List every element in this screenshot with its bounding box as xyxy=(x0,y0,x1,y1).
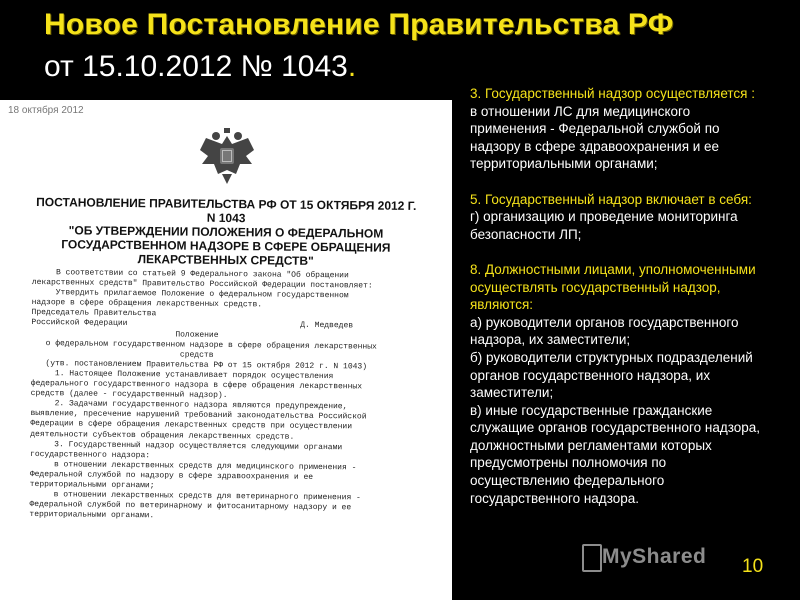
document-line: Федерации в сфере обращения лекарственных средств при осуществлении xyxy=(30,419,353,432)
document-line: (утв. постановлением Правительства РФ от 15 октября 2012 г. N 1043) xyxy=(30,358,368,372)
spacer xyxy=(470,243,760,261)
document-line: в отношении лекарственных средств для медицинского применения - xyxy=(29,459,357,473)
document-line: Российской Федерации Д. Медведев xyxy=(31,318,354,331)
slide-number: 10 xyxy=(742,556,764,577)
document-line: территориальными органами. xyxy=(29,510,155,521)
spacer xyxy=(470,173,760,191)
document-line: о федеральном государственном надзоре в сфере обращения лекарственных xyxy=(31,338,377,352)
document-heading-line: "ОБ УТВЕРЖДЕНИИ ПОЛОЖЕНИЯ О ФЕДЕРАЛЬНОМ xyxy=(68,223,384,241)
slide-subtitle xyxy=(44,50,356,84)
document-line: выявление, пресечение нарушений требований законодательства Российской xyxy=(30,409,367,422)
paragraph-3-text: в отношении ЛС для медицинского применения - Федеральной службой по надзору в сфере здравоохранения и ее территориальными органами; xyxy=(470,103,720,172)
document-heading xyxy=(32,195,421,269)
document-line: федерального государственного надзора в сфере обращения лекарственных xyxy=(30,379,363,392)
document-line: в отношении лекарственных средств для ветеринарного применения - xyxy=(29,490,361,503)
myshared-logo-icon xyxy=(582,544,602,572)
regulation-summary xyxy=(470,85,760,507)
document-line: государственного надзора: xyxy=(30,449,151,460)
document-scan xyxy=(0,100,452,600)
document-line: 3. Государственный надзор осуществляется следующими органами xyxy=(30,439,343,452)
document-line: 1. Настоящее Положение устанавливает порядок осуществления xyxy=(30,368,334,382)
document-line: деятельности субъектов обращения лекарственных средств. xyxy=(30,429,295,442)
document-line: 2. Задачами государственного надзора являются предупреждение, xyxy=(30,399,348,412)
subtitle-dot: . xyxy=(347,50,357,83)
document-heading-line: ГОСУДАРСТВЕННОМ НАДЗОРЕ В СФЕРЕ ОБРАЩЕНИЯ xyxy=(61,237,391,255)
paragraph-8-title: 8. Должностными лицами, уполномоченными осуществлять государственный надзор, являются: xyxy=(470,261,756,313)
paragraph-3-title: 3. Государственный надзор осуществляется : xyxy=(470,86,755,101)
document-line: территориальными органами; xyxy=(29,479,155,491)
document-line: Утвердить прилагаемое Положение о федеральном государственном xyxy=(31,288,349,301)
document-line: В соответствии со статьей 9 Федерального закона "Об обращении xyxy=(31,268,349,281)
document-line: средств (далее - государственный надзор). xyxy=(30,389,228,401)
slide-title: Новое Постановление Правительства РФ xyxy=(44,8,674,41)
document-line: Федеральной службой по надзору в сфере здравоохранения и ее xyxy=(29,469,314,482)
document-date: 18 октября 2012 xyxy=(8,105,84,116)
document-heading-line: ЛЕКАРСТВЕННЫХ СРЕДСТВ" xyxy=(137,252,314,268)
document-line: Положение xyxy=(31,328,219,340)
document-line: надзоре в сфере обращения лекарственных средств. xyxy=(31,298,263,310)
document-heading-line: ПОСТАНОВЛЕНИЕ ПРАВИТЕЛЬСТВА РФ ОТ 15 ОКТЯБРЯ 2012 Г. N 1043 xyxy=(36,195,417,226)
watermark: MyShared xyxy=(602,545,707,568)
document-line: лекарственных средств" Правительство Российской Федерации постановляет: xyxy=(31,278,373,291)
document-line: средств xyxy=(31,348,214,360)
paragraph-8-item-c: в) иные государственные гражданские служащие органов государственного надзора, должностными регламентами которых предусмотрены полномочия по осуществлению федерального государственного надзора. xyxy=(470,402,761,506)
document-body xyxy=(29,268,434,525)
russian-coat-of-arms-icon xyxy=(196,126,258,188)
document-line: Председатель Правительства xyxy=(31,308,157,319)
subtitle-text: от 15.10.2012 № 1043 xyxy=(44,50,348,83)
document-line: Федеральной службой по ветеринарному и фитосанитарному надзору и ее xyxy=(29,500,352,513)
paragraph-5-text: г) организацию и проведение мониторинга безопасности ЛП; xyxy=(470,209,738,242)
paragraph-8-item-b: б) руководители структурных подразделений органов государственного надзора, их заместители; xyxy=(470,349,753,401)
paragraph-8-item-a: а) руководители органов государственного надзора, их заместители; xyxy=(470,314,739,348)
paragraph-5-title: 5. Государственный надзор включает в себя: xyxy=(470,191,752,207)
